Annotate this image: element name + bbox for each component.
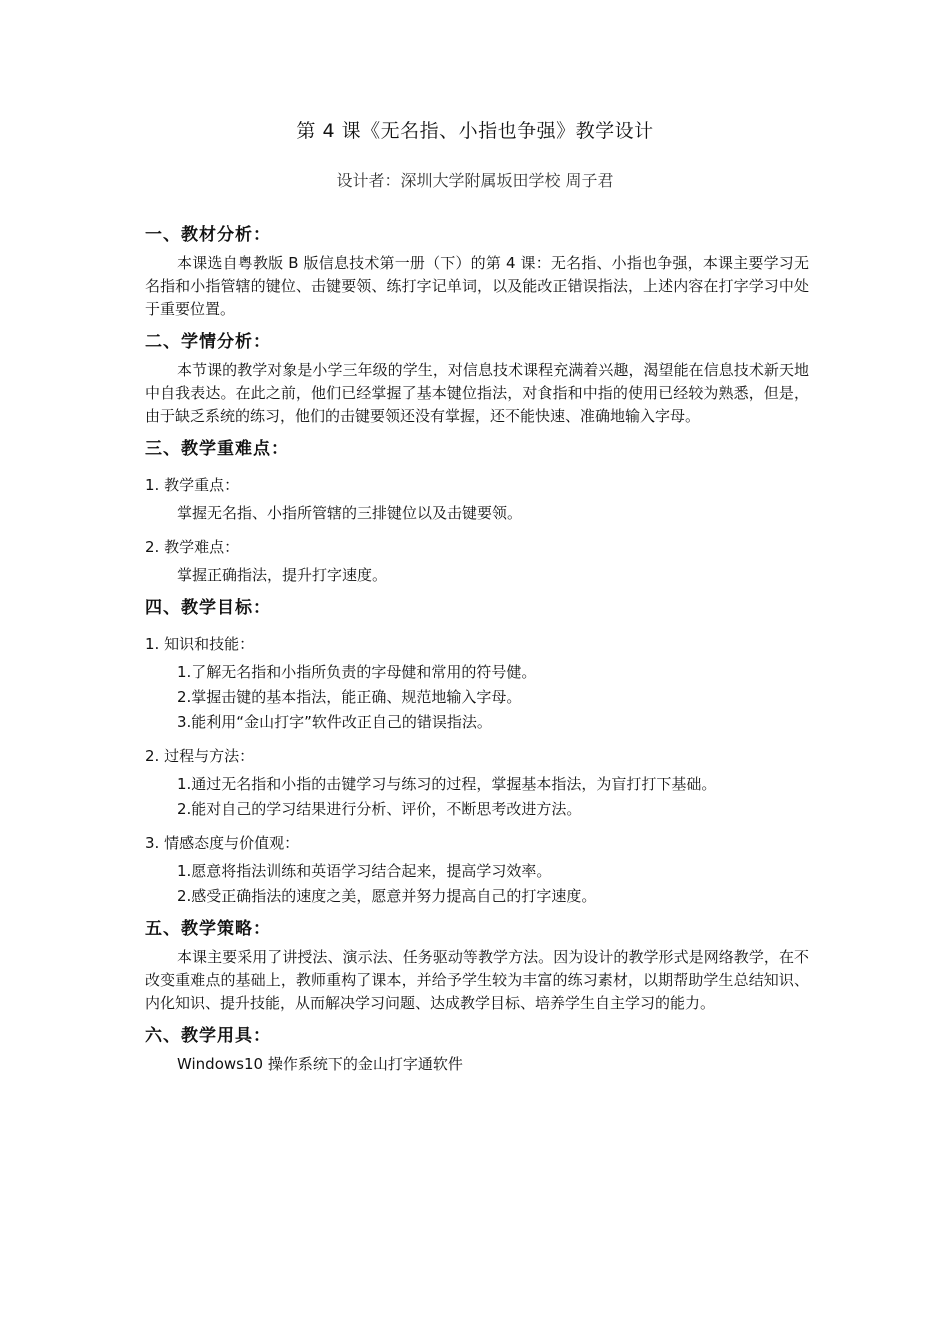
section-key-points [145,436,809,595]
section-student-analysis [145,329,809,428]
section-heading: 三、教学重难点： [145,439,289,459]
subsection-label: 3. 情感态度与价值观： [145,834,300,852]
section-teaching-goals [145,595,809,916]
section-paragraph: 本课选自粤教版 B 版信息技术第一册（下）的第 4 课：无名指、小指也争强，本课主要学习无名指和小指管辖的键位、击键要领、练打字记单词，以及能改正错误指法，上述内容在打字学习中处于重要位置。 [145,254,809,318]
subsection-text: 掌握无名指、小指所管辖的三排键位以及击键要领。 [177,504,523,522]
section-paragraph: 本节课的教学对象是小学三年级的学生，对信息技术课程充满着兴趣，渴望能在信息技术新天地中自我表达。在此之前，他们已经掌握了基本键位指法，对食指和中指的使用已经较为熟悉，但是，由于缺乏系统的练习，他们的击键要领还没有掌握，还不能快速、准确地输入字母。 [145,361,809,425]
subsection-label: 1. 教学重点： [145,476,240,494]
subsection-label: 2. 过程与方法： [145,747,255,765]
section-heading: 四、教学目标： [145,598,271,618]
page-title: 第 4 课《无名指、小指也争强》教学设计 [296,120,654,142]
author-line: 设计者：深圳大学附属坂田学校 周子君 [336,171,614,190]
subsection-label: 1. 知识和技能： [145,635,255,653]
subsection-text: 掌握正确指法，提升打字速度。 [177,566,388,584]
list-item: 1.愿意将指法训练和英语学习结合起来，提高学习效率。 [177,862,552,880]
section-heading: 二、学情分析： [145,332,271,352]
section-textbook-analysis [145,222,809,321]
section-paragraph: 本课主要采用了讲授法、演示法、任务驱动等教学方法。因为设计的教学形式是网络教学，在不改变重难点的基础上，教师重构了课本，并给予学生较为丰富的练习素材，以期帮助学生总结知识、内化知识、提升技能，从而解决学习问题、达成教学目标、培养学生自主学习的能力。 [145,948,809,1012]
section-heading: 五、教学策略： [145,919,271,939]
section-teaching-strategy [145,916,809,1015]
subsection-label: 2. 教学难点： [145,538,240,556]
section-text: Windows10 操作系统下的金山打字通软件 [177,1055,463,1073]
section-heading: 一、教材分析： [145,225,271,245]
list-item: 1.通过无名指和小指的击键学习与练习的过程，掌握基本指法，为盲打打下基础。 [177,775,717,793]
list-item: 3.能利用“金山打字”软件改正自己的错误指法。 [177,713,492,731]
section-teaching-tools [145,1023,809,1075]
list-item: 2.能对自己的学习结果进行分析、评价，不断思考改进方法。 [177,800,582,818]
list-item: 2.掌握击键的基本指法，能正确、规范地输入字母。 [177,688,522,706]
section-heading: 六、教学用具： [145,1026,271,1046]
list-item: 1.了解无名指和小指所负责的字母健和常用的符号健。 [177,663,537,681]
list-item: 2.感受正确指法的速度之美，愿意并努力提高自己的打字速度。 [177,887,597,905]
document-body [145,222,809,1078]
